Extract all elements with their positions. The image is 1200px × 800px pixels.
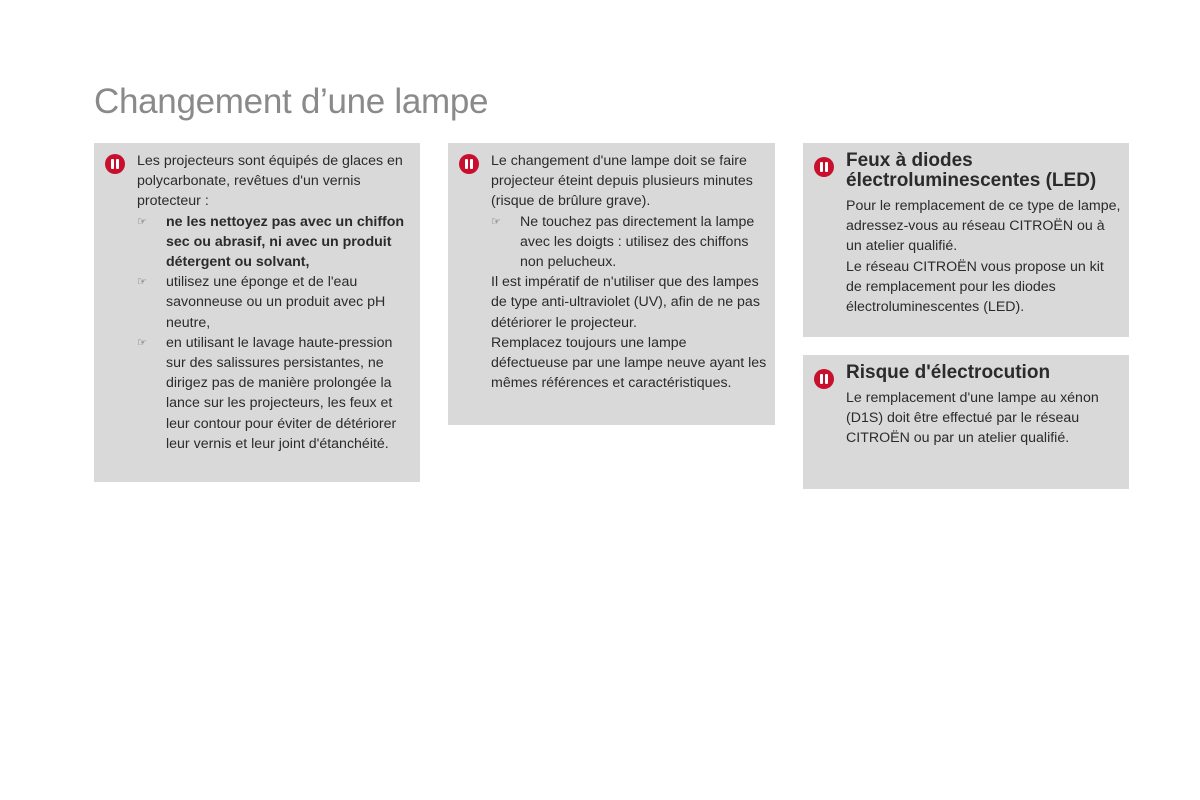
warning-icon (814, 369, 834, 389)
list-item-text: en utilisant le lavage haute-pression sur des salissures persistantes, ne dirigez pas de manière prolongée la lance sur les projecteurs, les feux et leur contour pour éviter de détériorer leur vernis et leur joint d'étanchéité. (166, 334, 397, 452)
pointing-hand-icon: ☞ (137, 335, 147, 349)
warning-box-led (803, 143, 1129, 337)
list-item-text: ne les nettoyez pas avec un chiffon sec ou abrasif, ni avec un produit détergent ou solvant, (166, 213, 405, 271)
warning-box-headlamp-cleaning (94, 143, 420, 482)
box-heading: Risque d'électrocution (846, 362, 1051, 383)
list-item-text: utilisez une éponge et de l'eau savonneuse ou un produit avec pH neutre, (166, 274, 386, 331)
pointing-hand-icon: ☞ (137, 275, 147, 289)
box-paragraph: Le réseau CITROËN vous propose un kit de remplacement pour les diodes électroluminescentes (LED). (846, 258, 1104, 316)
box-paragraph: Remplacez toujours une lampe défectueuse par une lampe neuve ayant les mêmes références et caractéristiques. (491, 334, 767, 392)
pointing-hand-icon: ☞ (137, 214, 147, 228)
list-item (137, 212, 412, 273)
bullet-list (491, 212, 767, 273)
list-item (137, 272, 412, 333)
box-paragraph: Il est impératif de n'utiliser que des lampes de type anti-ultraviolet (UV), afin de ne pas détériorer le projecteur. (491, 274, 760, 331)
warning-box-electrocution (803, 355, 1129, 489)
bullet-list (137, 212, 412, 454)
warning-icon (814, 157, 834, 177)
list-item (137, 333, 412, 454)
warning-icon (105, 154, 125, 174)
box-intro-text: Les projecteurs sont équipés de glaces en polycarbonate, revêtues d'un vernis protecteur : (137, 153, 403, 210)
list-item-text: Ne touchez pas directement la lampe avec les doigts : utilisez des chiffons non pelucheux. (520, 213, 755, 271)
box-intro-text: Le changement d'une lampe doit se faire projecteur éteint depuis plusieurs minutes (risque de brûlure grave). (491, 153, 753, 210)
warning-box-lamp-change (448, 143, 775, 425)
list-item (491, 212, 767, 273)
pointing-hand-icon: ☞ (491, 214, 501, 228)
box-heading: Feux à diodes électroluminescentes (LED) (846, 150, 1097, 191)
box-paragraph: Le remplacement d'une lampe au xénon (D1S) doit être effectué par le réseau CITROËN ou par un atelier qualifié. (846, 390, 1099, 447)
box-paragraph: Pour le remplacement de ce type de lampe, adressez-vous au réseau CITROËN ou à un atelier qualifié. (846, 198, 1121, 255)
page-title: Changement d’une lampe (94, 82, 489, 121)
warning-icon (459, 154, 479, 174)
